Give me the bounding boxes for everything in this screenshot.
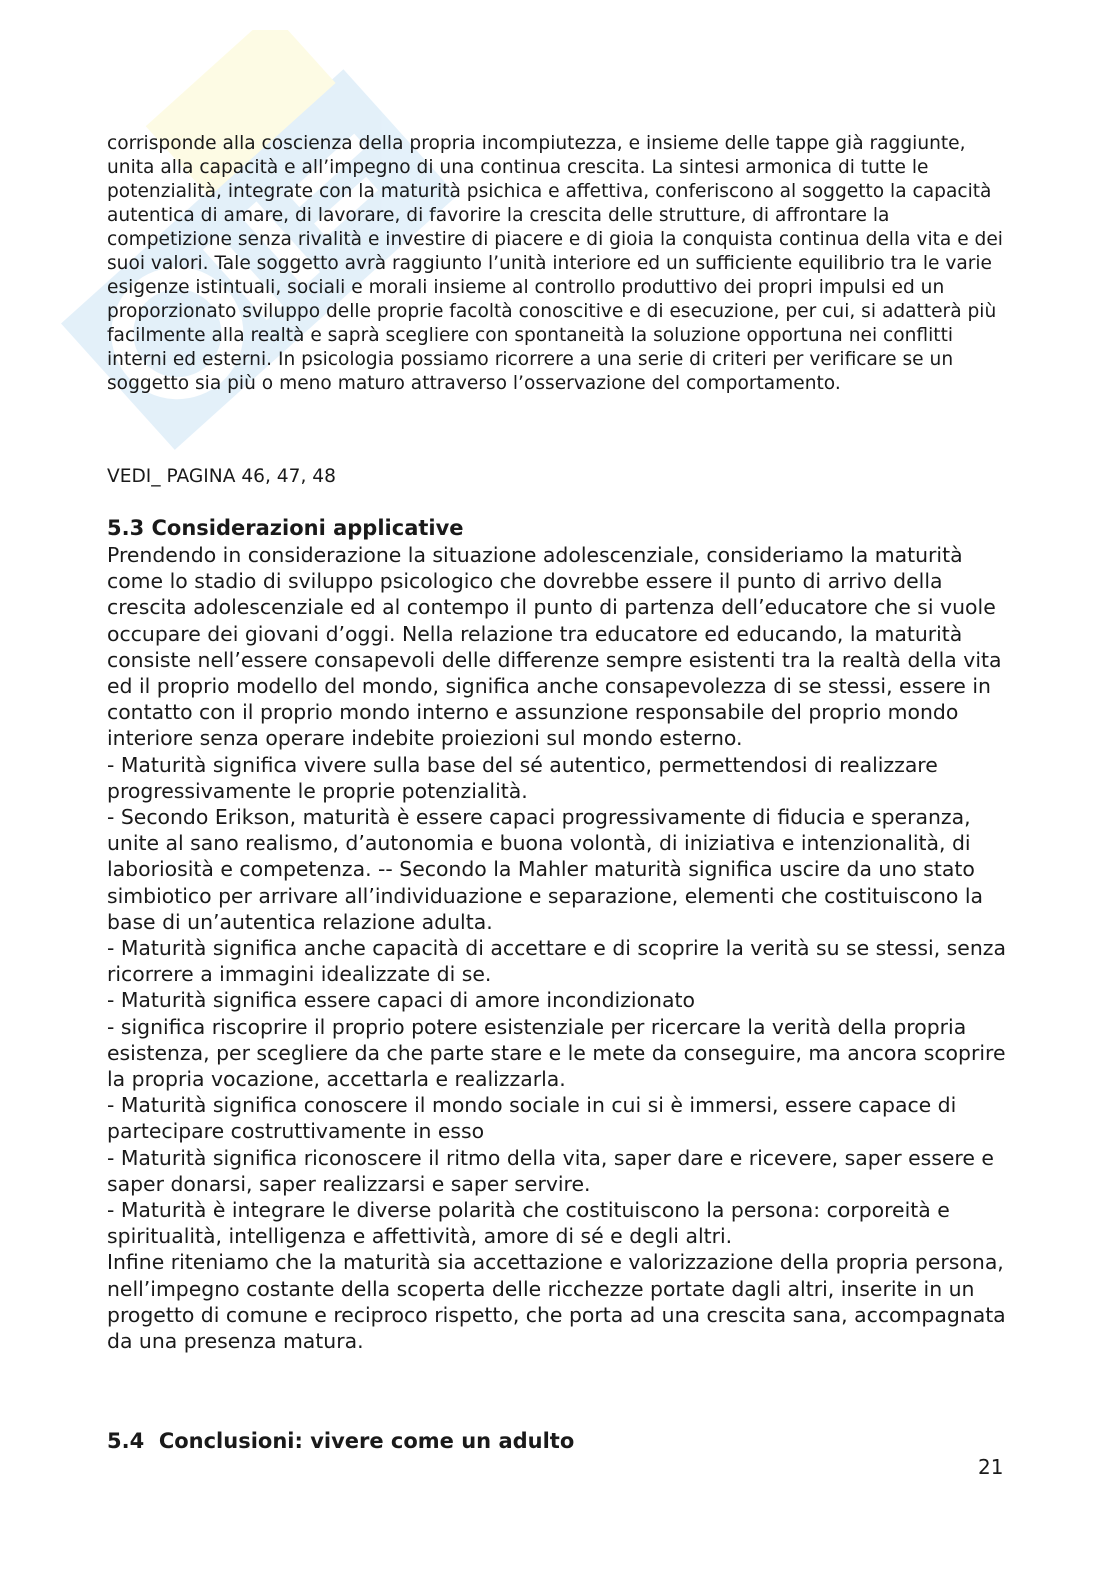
- paragraph: Prendendo in considerazione la situazione adolescenziale, consideriamo la maturità come lo stadio di sviluppo psicologico che dovrebbe essere il punto di arrivo della crescita adolescenziale ed al contempo il punto di partenza dell’educatore che si vuole occupare dei giovani d’oggi. Nella relazione tra educatore ed educando, la maturità consiste nell’essere consapevoli delle differenze sempre esistenti tra la realtà della vita ed il proprio modello del mondo, significa anche consapevolezza di se stessi, essere in contatto con il proprio mondo interno e assunzione responsabile del proprio mondo interiore senza operare indebite proiezioni sul mondo esterno.: [107, 543, 1002, 751]
- page-reference: VEDI_ PAGINA 46, 47, 48: [107, 466, 336, 487]
- list-item: - Maturità significa essere capaci di amore incondizionato: [107, 988, 695, 1013]
- list-item: - significa riscoprire il proprio potere esistenziale per ricercare la verità della propria esistenza, per scegliere da che parte stare e le mete da conseguire, ma ancora scoprire la propria vocazione, accettarla e realizzarla.: [107, 1014, 1006, 1092]
- list-item: - Maturità significa anche capacità di accettare e di scoprire la verità su se stessi, senza ricorrere a immagini idealizzate di se.: [107, 936, 1006, 987]
- intro-paragraph: corrisponde alla coscienza della propria incompiutezza, e insieme delle tappe già raggiunte, unita alla capacità e all’impegno di una continua crescita. La sintesi armonica di tutte le potenzialità, integrate con la maturità psichica e affettiva, conferiscono al soggetto la capacità autentica di amare, di lavorare, di favorire la crescita delle strutture, di affrontare la competizione senza rivalità e investire di piacere e di gioia la conquista continua della vita e dei suoi valori. Tale soggetto avrà raggiunto l’unità interiore ed un sufficiente equilibrio tra le varie esigenze istintuali, sociali e morali insieme al controllo produttivo dei propri impulsi ed un proporzionato sviluppo delle proprie facoltà conoscitive e di esecuzione, per cui, si adatterà più facilmente alla realtà e saprà scegliere con spontaneità la soluzione opportuna nei conflitti interni ed esterni. In psicologia possiamo ricorrere a una serie di criteri per verificare se un soggetto sia più o meno maturo attraverso l’osservazione del comportamento.: [107, 133, 1003, 394]
- list-item: - Maturità è integrare le diverse polarità che costituiscono la persona: corporeità e spiritualità, intelligenza e affettività, amore di sé e degli altri.: [107, 1198, 950, 1249]
- page-number: 21: [978, 1455, 1004, 1479]
- list-item: - Maturità significa vivere sulla base del sé autentico, permettendosi di realizzare progressivamente le proprie potenzialità.: [107, 752, 938, 803]
- list-item: - Maturità significa conoscere il mondo sociale in cui si è immersi, essere capace di partecipare costruttivamente in esso: [107, 1093, 957, 1144]
- section-body-5-3: [107, 542, 1007, 1354]
- section-heading-5-3: 5.3 Considerazioni applicative: [107, 516, 464, 540]
- paragraph: Infine riteniamo che la maturità sia accettazione e valorizzazione della propria persona, nell’impegno costante della scoperta delle ricchezze portate dagli altri, inserite in un progetto di comune e reciproco rispetto, che porta ad una crescita sana, accompagnata da una presenza matura.: [107, 1250, 1006, 1354]
- list-item: - Secondo Erikson, maturità è essere capaci progressivamente di fiducia e speranza, unite al sano realismo, d’autonomia e buona volontà, di iniziativa e intenzionalità, di laboriosità e competenza. -- Secondo la Mahler maturità significa uscire da uno stato simbiotico per arrivare all’individuazione e separazione, elementi che costituiscono la base di un’autentica relazione adulta.: [107, 805, 983, 934]
- list-item: - Maturità significa riconoscere il ritmo della vita, saper dare e ricevere, saper essere e saper donarsi, saper realizzarsi e saper servire.: [107, 1145, 994, 1196]
- section-heading-5-4: 5.4 Conclusioni: vivere come un adulto: [107, 1429, 575, 1453]
